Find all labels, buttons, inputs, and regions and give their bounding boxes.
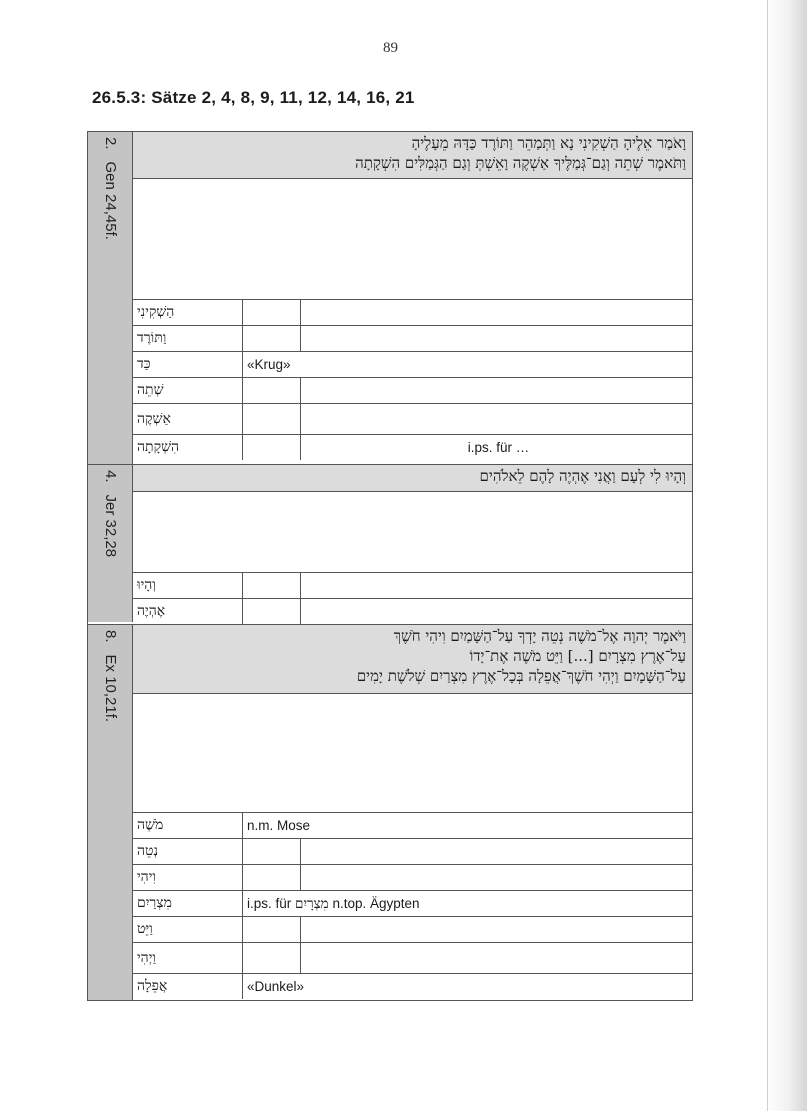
vocab-word: וַתּוֹרֶד xyxy=(133,326,243,351)
exercise-section-8 xyxy=(88,625,692,1000)
vocab-form-cell[interactable] xyxy=(243,404,301,434)
vocab-word: אֲפֵלָה xyxy=(133,974,243,999)
vocab-word: כַּד xyxy=(133,352,243,377)
vocab-note[interactable] xyxy=(301,378,692,403)
vocab-form-cell[interactable] xyxy=(243,917,301,942)
vocab-word: מִצְרַיִם xyxy=(133,891,243,916)
section-heading: 26.5.3: Sätze 2, 4, 8, 9, 11, 12, 14, 16, 21 xyxy=(92,88,415,107)
exercise-table xyxy=(87,131,693,1001)
vocab-note[interactable] xyxy=(301,404,692,434)
section-reference: Gen 24,45f. xyxy=(102,161,119,240)
vocab-row xyxy=(133,352,692,378)
hebrew-line: וְהָיוּ לִי לְעָם וַאֲנִי אֶהְיֶה לָהֶם לֵאלֹהִים xyxy=(479,467,686,485)
vocab-note-prefix: i.ps. für xyxy=(247,896,296,911)
page-number: 89 xyxy=(383,40,398,56)
vocab-note[interactable] xyxy=(301,599,692,624)
section-content xyxy=(133,132,692,464)
vocab-row xyxy=(133,917,692,943)
hebrew-line: עַל־אֶרֶץ מִצְרָיִם [...] וַיֵּט מֹשֶׁה אֶת־יָדוֹ xyxy=(469,647,686,665)
hebrew-text xyxy=(133,465,692,492)
translation-area[interactable] xyxy=(133,492,692,573)
translation-area[interactable] xyxy=(133,694,692,813)
section-number: 4. xyxy=(102,470,119,483)
section-label xyxy=(101,630,119,722)
vocab-form-cell[interactable] xyxy=(243,300,301,325)
section-number: 8. xyxy=(102,630,119,643)
hebrew-text xyxy=(133,132,692,179)
vocab-row xyxy=(133,300,692,326)
vocab-word: שְׁתֵה xyxy=(133,378,243,403)
vocab-word: מֹשֶׁה xyxy=(133,813,243,838)
vocab-word: אֶהְיֶה xyxy=(133,599,243,624)
vocab-row xyxy=(133,974,692,999)
vocab-row xyxy=(133,573,692,599)
vocab-form-cell[interactable] xyxy=(243,599,301,624)
vocab-form-cell[interactable] xyxy=(243,326,301,351)
vocab-note[interactable] xyxy=(243,891,692,916)
vocab-word: וַיֵּט xyxy=(133,917,243,942)
vocab-word: הִשְׁקָתָה xyxy=(133,435,243,460)
vocab-row xyxy=(133,404,692,435)
vocab-note[interactable] xyxy=(301,326,692,351)
section-content xyxy=(133,625,692,1000)
section-sidebar xyxy=(88,625,133,1000)
vocab-form-cell[interactable] xyxy=(243,573,301,598)
vocab-word: וִיהִי xyxy=(133,865,243,890)
vocab-form-cell[interactable] xyxy=(243,378,301,403)
section-sidebar xyxy=(88,465,133,622)
vocab-note-suffix: n.top. Ägypten xyxy=(328,896,420,911)
exercise-section-2 xyxy=(88,132,692,465)
hebrew-line: עַל־הַשָּׁמָיִם וַיְהִי חֹשֶׁךְ־אֲפֵלָה בְּכָל־אֶרֶץ מִצְרַיִם שְׁלֹשֶׁת יָמִים xyxy=(356,667,686,685)
vocab-note[interactable] xyxy=(301,839,692,864)
vocab-word: אַשְׁקֶה xyxy=(133,404,243,434)
vocab-word: נְטֵה xyxy=(133,839,243,864)
section-label xyxy=(101,137,119,240)
vocab-form-cell[interactable] xyxy=(243,865,301,890)
section-content xyxy=(133,465,692,624)
page-edge-shadow xyxy=(765,0,807,1111)
section-sidebar xyxy=(88,132,133,464)
section-number: 2. xyxy=(102,137,119,150)
hebrew-text xyxy=(133,625,692,694)
vocab-word: וְהָיוּ xyxy=(133,573,243,598)
vocab-row xyxy=(133,435,692,460)
vocab-note[interactable]: «Krug» xyxy=(247,357,291,372)
vocab-form-cell[interactable] xyxy=(243,839,301,864)
vocab-note[interactable] xyxy=(301,943,692,973)
vocab-note[interactable]: n.m. Mose xyxy=(247,818,311,833)
vocab-form-cell[interactable] xyxy=(243,943,301,973)
vocab-row xyxy=(133,891,692,917)
exercise-section-4 xyxy=(88,465,692,625)
vocab-note[interactable] xyxy=(301,300,692,325)
section-reference: Ex 10,21f. xyxy=(102,654,119,723)
vocab-note[interactable] xyxy=(301,573,692,598)
vocab-note[interactable] xyxy=(301,917,692,942)
vocab-note[interactable]: i.ps. für … xyxy=(467,440,530,455)
vocab-word: וַיְהִי xyxy=(133,943,243,973)
vocab-row xyxy=(133,813,692,839)
vocab-note-hebrew: מִצְרָיִם xyxy=(295,896,329,912)
page-edge-line xyxy=(767,0,768,1111)
hebrew-line: וַתֹּאמֶר שְׁתֵה וְגַם־גְּמַלֶּיךָ אַשְׁקֶה וָאֵשְׁתְּ וְגַם הַגְּמַלִּים הִשְׁקָתָה xyxy=(355,154,686,172)
vocab-row xyxy=(133,599,692,624)
vocab-row xyxy=(133,943,692,974)
vocab-note[interactable]: «Dunkel» xyxy=(247,979,305,994)
vocab-note[interactable] xyxy=(301,865,692,890)
vocab-row xyxy=(133,326,692,352)
vocab-word: הַשְׁקִינִי xyxy=(133,300,243,325)
section-reference: Jer 32,28 xyxy=(102,494,119,558)
vocab-form-cell[interactable] xyxy=(243,435,301,460)
translation-area[interactable] xyxy=(133,179,692,300)
vocab-row xyxy=(133,865,692,891)
section-label xyxy=(101,470,119,557)
hebrew-line: וָאֹמַר אֵלֶיהָ הַשְׁקִינִי נָא וַתְּמַהֵר וַתּוֹרֶד כַּדָּהּ מֵעָלֶיהָ xyxy=(411,134,686,152)
vocab-row xyxy=(133,378,692,404)
vocab-row xyxy=(133,839,692,865)
hebrew-line: וַיֹּאמֶר יְהוָה אֶל־מֹשֶׁה נְטֵה יָדְךָ עַל־הַשָּׁמַיִם וִיהִי חֹשֶׁךְ xyxy=(393,627,686,645)
